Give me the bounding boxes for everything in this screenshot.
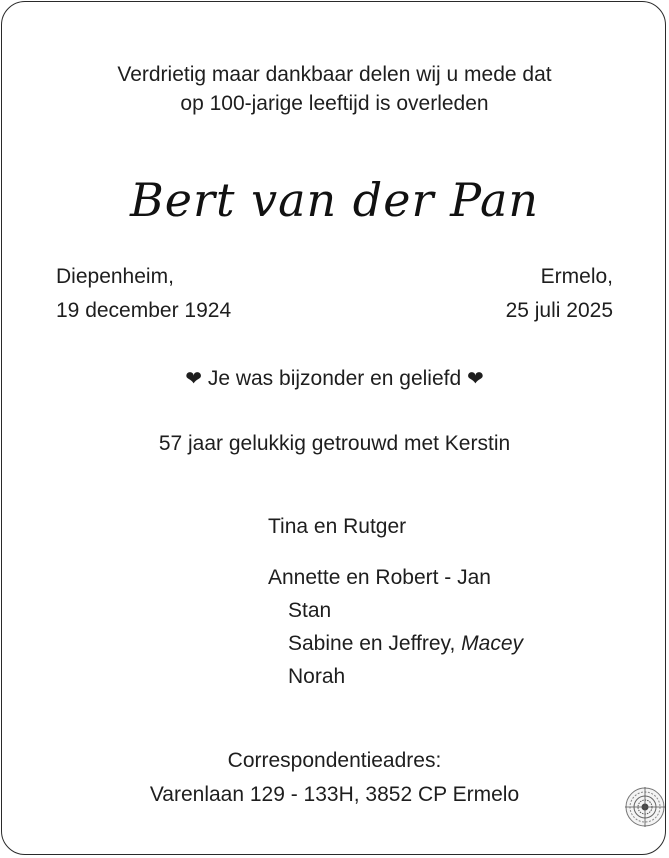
- intro-line-1: Verdrietig maar dankbaar delen wij u mede dat: [117, 63, 552, 86]
- correspondence-address: Varenlaan 129 - 133H, 3852 CP Ermelo: [149, 783, 520, 806]
- heart-icon: ❤: [467, 368, 484, 390]
- notice-card: [1, 1, 666, 855]
- grandchild-3: Norah: [288, 665, 346, 688]
- tribute-text: Je was bijzonder en geliefd: [207, 367, 462, 390]
- tribute-line: [0, 364, 669, 394]
- death-date: 25 juli 2025: [505, 299, 613, 322]
- birth-date: 19 december 1924: [56, 299, 232, 322]
- family-couple-1: Tina en Rutger: [268, 515, 407, 538]
- target-seal-icon: [624, 786, 666, 828]
- intro-line-2: op 100-jarige leeftijd is overleden: [180, 92, 489, 115]
- grandchild-2-names: Sabine en Jeffrey,: [288, 632, 462, 655]
- correspondence-label: Correspondentieadres:: [227, 749, 442, 772]
- death-place: Ermelo,: [540, 265, 613, 288]
- grandchild-2: [288, 629, 523, 659]
- great-grandchild-name: Macey: [461, 632, 524, 655]
- heart-icon: ❤: [185, 368, 202, 390]
- marriage-line: 57 jaar gelukkig getrouwd met Kerstin: [158, 432, 511, 455]
- grandchild-1: Stan: [288, 599, 332, 622]
- family-couple-2: Annette en Robert - Jan: [268, 566, 491, 589]
- deceased-name: Bert van der Pan: [130, 173, 539, 227]
- birth-place: Diepenheim,: [56, 265, 174, 288]
